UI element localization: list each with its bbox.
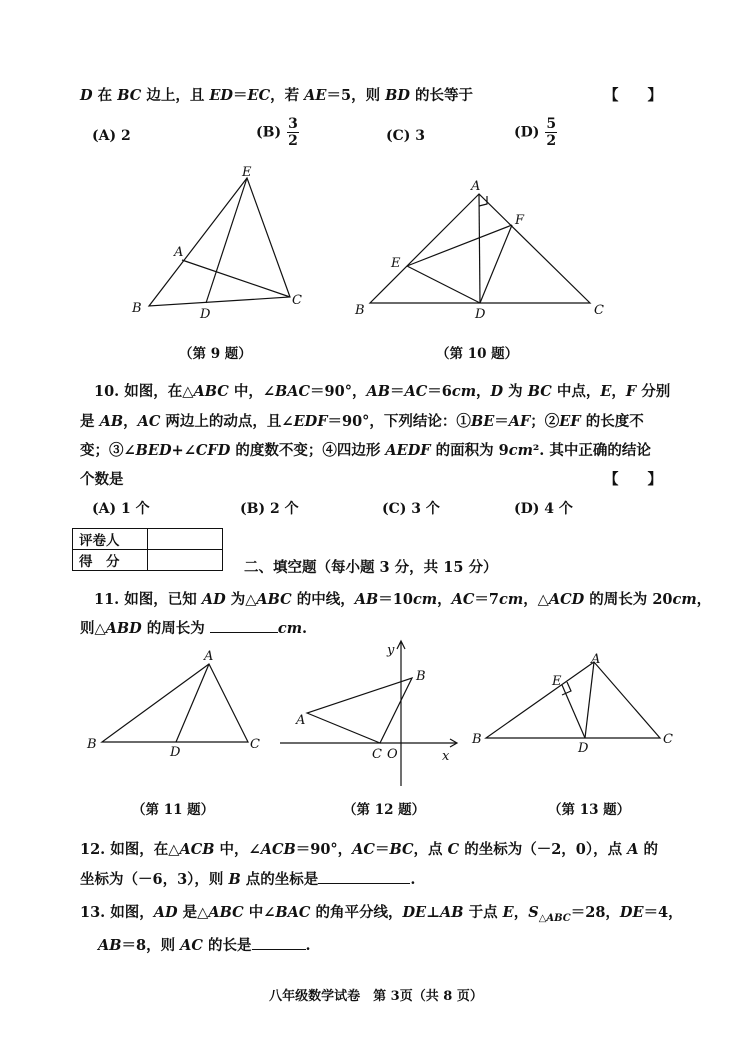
- q9-option-b: (B) $\frac{3}{2}$: [256, 116, 298, 149]
- label-C: C: [372, 747, 382, 762]
- q9-option-a: (A) 2: [92, 128, 131, 144]
- q12-line-1: 12. 如图，在△ACB 中，∠ACB＝90°，AC＝BC，点 C 的坐标为（－2，0），点 A 的: [80, 841, 659, 858]
- fraction: $\frac{3}{2}$: [288, 116, 298, 149]
- section-heading: 二、填空题（每小题 3 分，共 15 分）: [244, 559, 498, 576]
- q13-line-2: AB＝8，则 AC 的长是 .: [98, 937, 311, 954]
- caption-q13: （第 13 题）: [548, 802, 631, 818]
- answer-blank-q11: [210, 632, 278, 633]
- label-A: A: [471, 179, 481, 194]
- label-B: B: [416, 669, 426, 684]
- q10-line-2: 是 AB，AC 两边上的动点，且∠EDF＝90°，下列结论：①BE＝AF；②EF 的长度不: [80, 413, 644, 430]
- grader-table: [72, 528, 223, 571]
- score-blank: [148, 550, 223, 571]
- label-C: C: [594, 303, 604, 318]
- q12-line-2: 坐标为（－6，3），则 B 点的坐标是 .: [80, 871, 416, 888]
- q10-line-1: 10. 如图，在△ABC 中，∠BAC＝90°，AB＝AC＝6cm，D 为 BC 中点，E，F 分别: [94, 383, 671, 400]
- q11-line-2: 则△ABD 的周长为 cm.: [80, 620, 308, 637]
- score-label: 得 分: [73, 550, 148, 571]
- label-A: A: [296, 713, 306, 728]
- q10-option-a: (A) 1 个: [92, 501, 150, 517]
- label-C: C: [250, 737, 260, 752]
- figure-q12: [276, 636, 466, 792]
- page-footer: 八年级数学试卷 第 3页（共 8 页）: [269, 989, 483, 1004]
- label-y: y: [387, 643, 395, 658]
- q9-stem: D 在 BC 边上，且 ED＝EC，若 AE＝5，则 BD 的长等于: [80, 87, 474, 104]
- answer-bracket-q9: 【 】: [604, 87, 662, 104]
- figure-q9: [120, 160, 320, 320]
- figure-q10: [350, 172, 620, 322]
- label-D: D: [200, 307, 211, 320]
- label-B: B: [355, 303, 365, 318]
- caption-q12: （第 12 题）: [343, 802, 426, 818]
- caption-q11: （第 11 题）: [132, 802, 215, 818]
- q11-line-1: 11. 如图，已知 AD 为△ABC 的中线，AB＝10cm，AC＝7cm，△ACD 的周长为 20cm，: [94, 591, 712, 608]
- label-A: A: [591, 652, 601, 667]
- q10-line-4: 个数是: [80, 471, 124, 488]
- q10-option-b: (B) 2 个: [240, 501, 299, 517]
- label-A: A: [174, 245, 184, 260]
- label-E: E: [552, 674, 562, 689]
- answer-blank-q13: [252, 949, 306, 950]
- grader-label: 评卷人: [73, 529, 148, 550]
- label-B: B: [87, 737, 97, 752]
- label-O: O: [387, 747, 398, 762]
- label-E: E: [242, 165, 252, 180]
- answer-bracket-q10: 【 】: [604, 471, 662, 488]
- q10-option-d: (D) 4 个: [514, 501, 573, 517]
- q9-option-c: (C) 3: [386, 128, 426, 144]
- label-A: A: [204, 649, 214, 664]
- label-C: C: [663, 732, 673, 747]
- caption-q10: （第 10 题）: [436, 346, 519, 362]
- label-x: x: [442, 749, 450, 764]
- q10-line-3: 变；③∠BED+∠CFD 的度数不变；④四边形 AEDF 的面积为 9cm². 其中正确的结论: [80, 442, 651, 459]
- caption-q9: （第 9 题）: [179, 346, 252, 362]
- figure-q11: [84, 644, 274, 764]
- label-D: D: [578, 741, 589, 756]
- q13-line-1: 13. 如图，AD 是△ABC 中∠BAC 的角平分线，DE⊥AB 于点 E，$S_{\triangle ABC}=28$，DE＝4，: [80, 904, 683, 924]
- label-B: B: [132, 301, 142, 316]
- fraction: $\frac{5}{2}$: [546, 116, 557, 149]
- q10-option-c: (C) 3 个: [382, 501, 440, 517]
- answer-blank-q12: [318, 883, 410, 884]
- label-D: D: [475, 307, 486, 322]
- figure-q13: [470, 648, 680, 758]
- label-D: D: [170, 745, 181, 760]
- grader-blank: [148, 529, 223, 550]
- label-B: B: [472, 732, 482, 747]
- label-C: C: [292, 293, 302, 308]
- label-F: F: [515, 213, 525, 228]
- q9-option-d: (D) $\frac{5}{2}$: [514, 116, 557, 149]
- label-E: E: [391, 256, 401, 271]
